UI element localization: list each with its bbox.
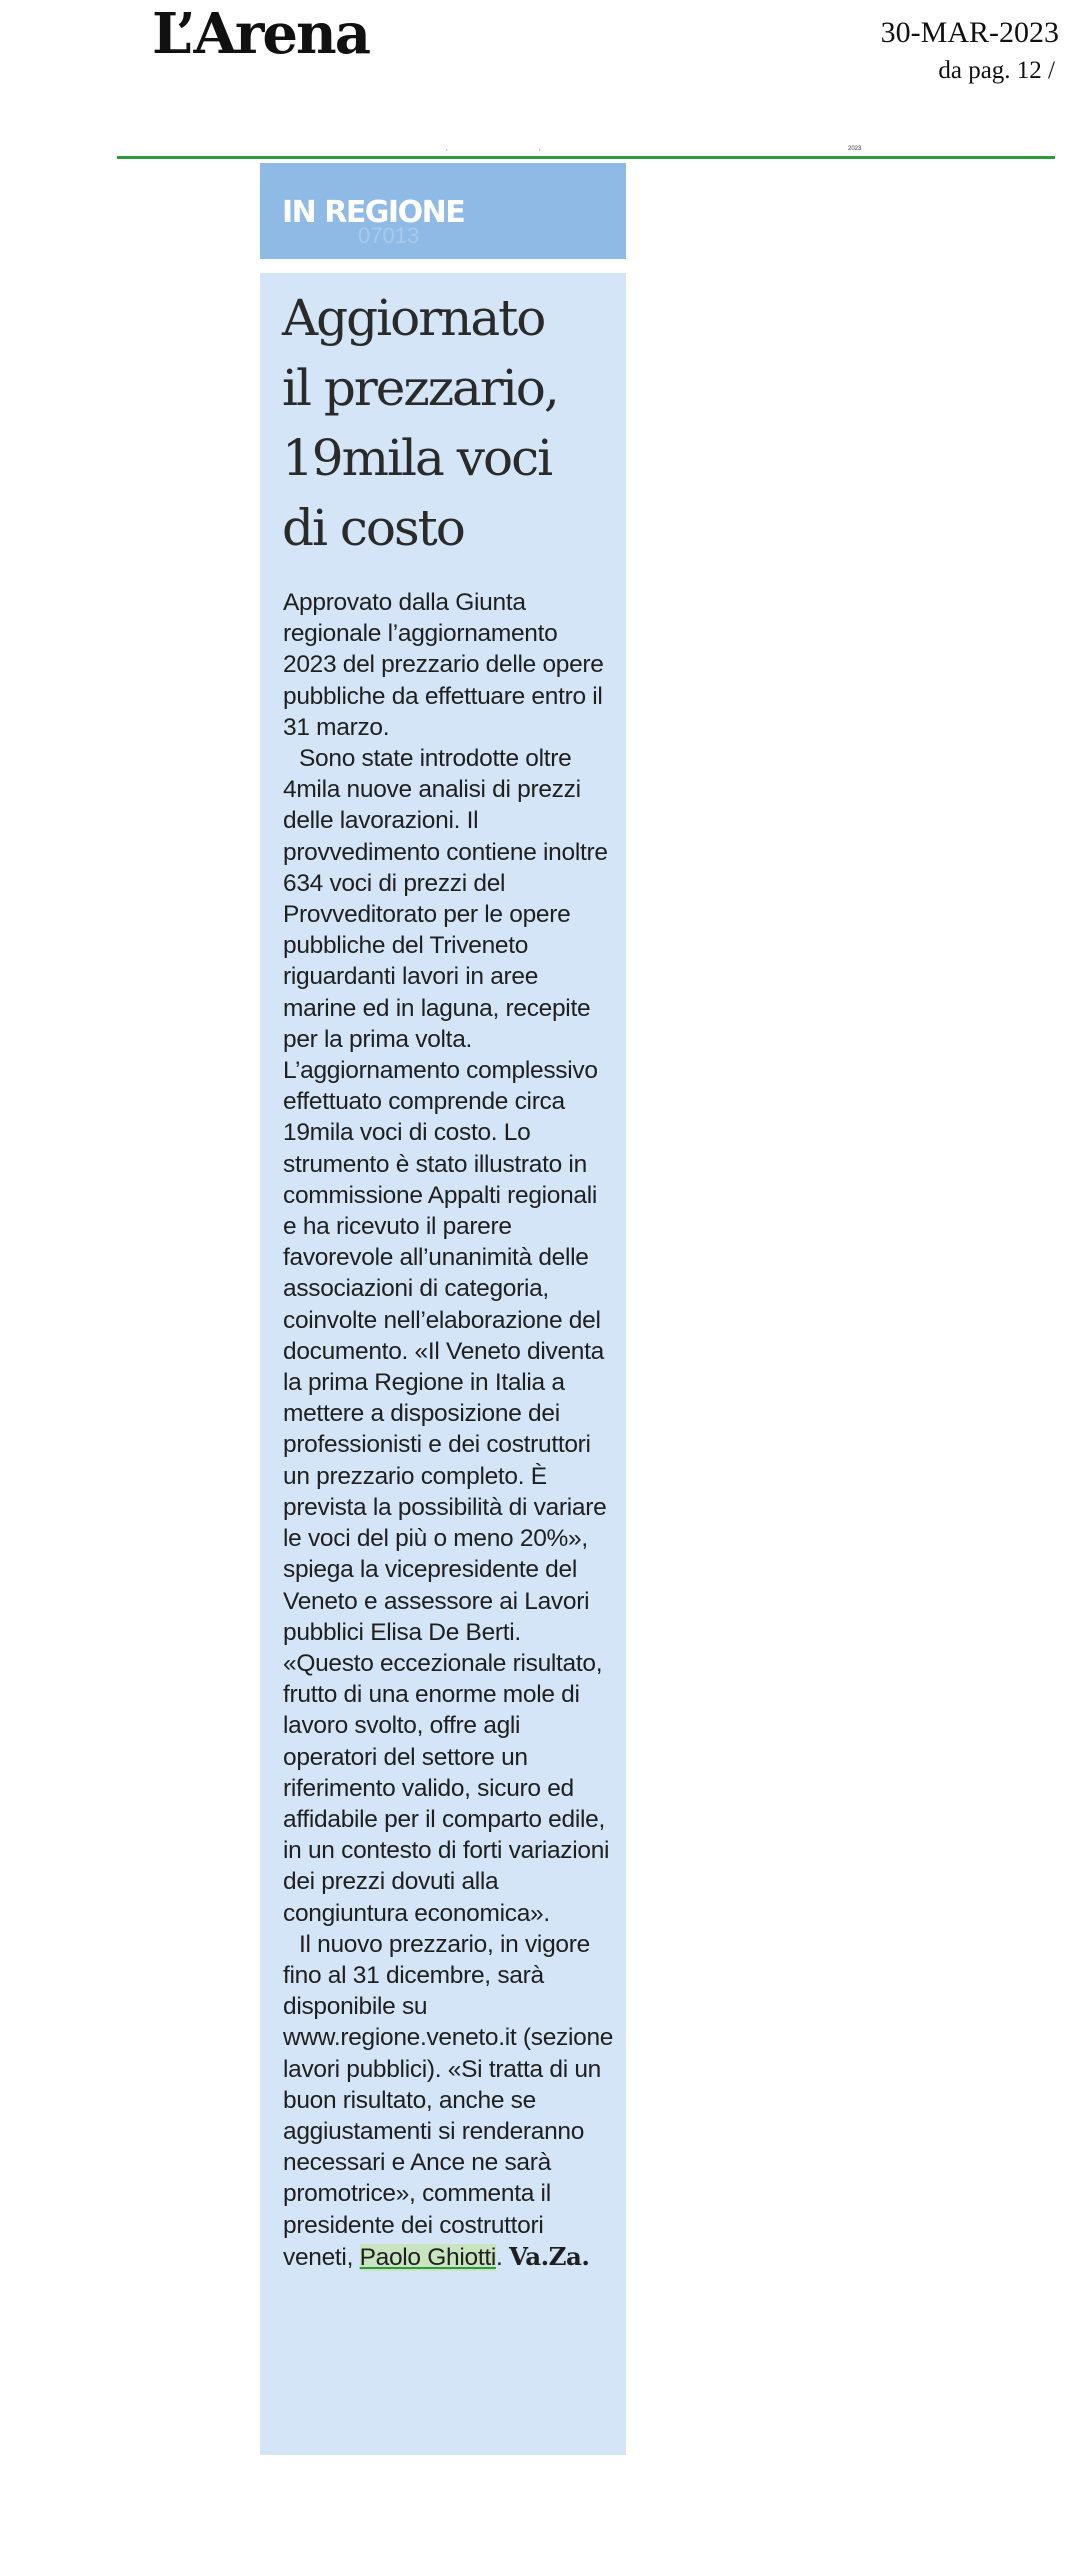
punctuation: . [495,2243,509,2271]
article-box [260,273,626,2455]
tiny-mark: , [539,146,541,152]
paragraph [283,1929,615,2273]
section-banner [260,163,626,259]
section-code: 07013 [358,223,420,248]
publication-date: 30-MAR-2023 [880,16,1059,49]
headline-line: di costo [282,499,464,557]
paragraph-text: Il nuovo prezzario, in vigore fino al 31 dicembre, sarà disponibile su www.regione.veneto.it (sezione lavori pubblici). «Si tratta di un buon risultato, anche se aggiustamenti si renderanno necessari e Ance ne sarà promotrice», commenta il presidente dei costruttori veneti, [283,1930,614,2271]
tiny-mark: , [446,146,448,152]
headline-line: Aggiornato [282,289,545,347]
tiny-mark: 2023 [848,146,862,152]
paragraph: Sono state introdotte oltre 4mila nuove analisi di prezzi delle lavorazioni. Il provvedimento contiene inoltre 634 voci di prezzi del Provveditorato per le opere pubbliche del Triveneto riguardanti lavori in aree marine ed in laguna, recepite per la prima volta. L’aggiornamento complessivo effettuato comprende circa 19mila voci di costo. Lo strumento è stato illustrato in commissione Appalti regionali e ha ricevuto il parere favorevole all’unanimità delle associazioni di categoria, coinvolte nell’elaborazione del documento. «Il Veneto diventa la prima Regione in Italia a mettere a disposizione dei professionisti e dei costruttori un prezzario completo. È prevista la possibilità di variare le voci del più o meno 20%», spiega la vicepresidente del Veneto e assessore ai Lavori pubblici Elisa De Berti. «Questo eccezionale risultato, frutto di una enorme mole di lavoro svolto, offre agli operatori del settore un riferimento valido, sicuro ed affidabile per il comparto edile, in un contesto di forti variazioni dei prezzi dovuti alla congiuntura economica». [283,745,610,1927]
paragraph: Approvato dalla Giunta regionale l’aggiornamento 2023 del prezzario delle opere pubbliche da effettuare entro il 31 marzo. [283,589,604,741]
newspaper-logo: L’Arena [152,1,370,67]
article-body [283,587,615,2273]
headline [282,283,612,563]
headline-line: il prezzario, [282,359,558,417]
section-label: IN REGIONE [282,195,465,230]
author-signature: Va.Za. [509,2241,590,2271]
header-rule [117,156,1055,159]
highlighted-name: Paolo Ghiotti [359,2243,496,2271]
page-reference: da pag. 12 / [938,57,1055,84]
headline-line: 19mila voci [282,429,552,487]
